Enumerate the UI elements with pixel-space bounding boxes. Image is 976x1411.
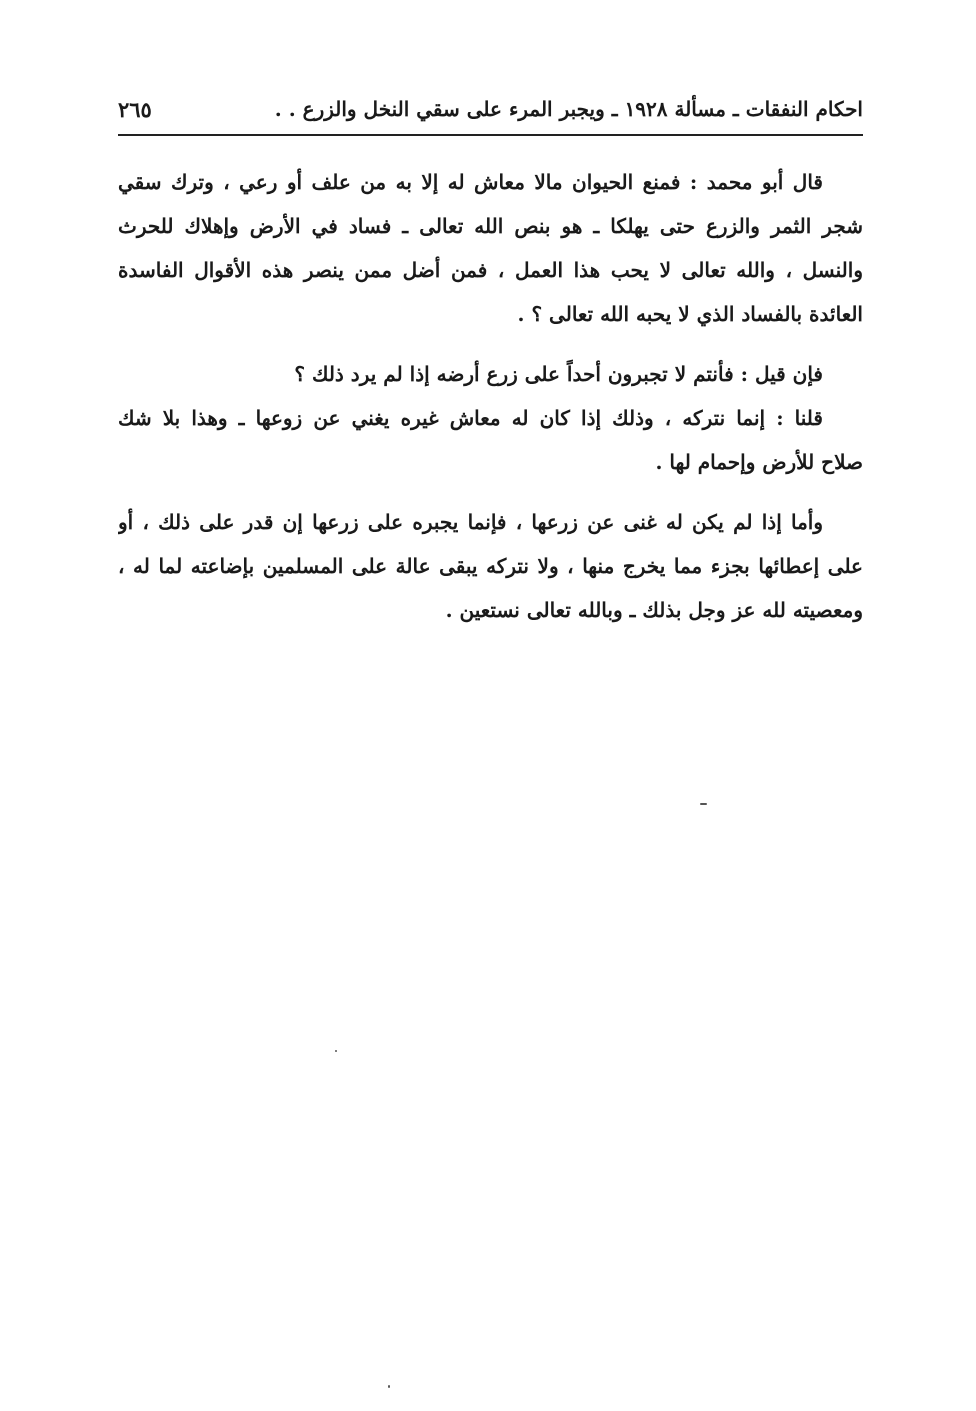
text-line: العائدة بالفساد الذي لا يحبه الله تعالى ؟ . — [517, 302, 863, 326]
scan-speck — [388, 1385, 390, 1388]
paragraph-2 — [118, 352, 863, 396]
text-line: صلاح للأرض وإحمام لها . — [655, 450, 863, 474]
text-line: والنسل ، والله تعالى لا يحب هذا العمل ، فمن أضل ممن ينصر هذه الأقوال الفاسدة — [118, 258, 863, 282]
paragraph-1 — [118, 160, 863, 336]
text-line: وأما إذا لم يكن له غنى عن زرعها ، فإنما يجبره على زرعها إن قدر على ذلك ، أو — [118, 510, 823, 534]
text-line: فإن قيل : فأنتم لا تجبرون أحداً على زرع أرضه إذا لم يرد ذلك ؟ — [294, 362, 823, 386]
text-line: شجر الثمر والزرع حتى يهلكا ـ هو بنص الله تعالى ـ فساد في الأرض وإهلاك للحرث — [118, 214, 863, 238]
scan-speck — [335, 1050, 337, 1052]
running-header — [118, 92, 863, 126]
paragraph-gap — [118, 484, 863, 500]
paragraph-3 — [118, 396, 863, 484]
page-number: ٢٦٥ — [118, 96, 152, 122]
text-line: قلنا : إنما نتركه ، وذلك إذا كان له معاش غيره يغني عن زوعها ـ وهذا بلا شك — [118, 406, 823, 430]
scan-speck — [700, 803, 707, 805]
text-line: قال أبو محمد : فمنع الحيوان مالا معاش له إلا به من علف أو رعي ، وترك سقي — [118, 170, 823, 194]
paragraph-gap — [118, 336, 863, 352]
running-header-title: احكام النفقات ـ مسألة ١٩٢٨ ـ ويجبر المرء على سقي النخل والزرع . . — [274, 97, 863, 121]
text-line: على إعطائها بجزء مما يخرج منها ، ولا نتركه يبقى عالة على المسلمين بإضاعته لما له ، — [118, 554, 863, 578]
paragraph-4 — [118, 500, 863, 632]
header-rule — [118, 134, 863, 136]
body-text — [118, 160, 863, 632]
text-line: ومعصيته لله عز وجل بذلك ـ وبالله تعالى نستعين . — [445, 598, 863, 622]
